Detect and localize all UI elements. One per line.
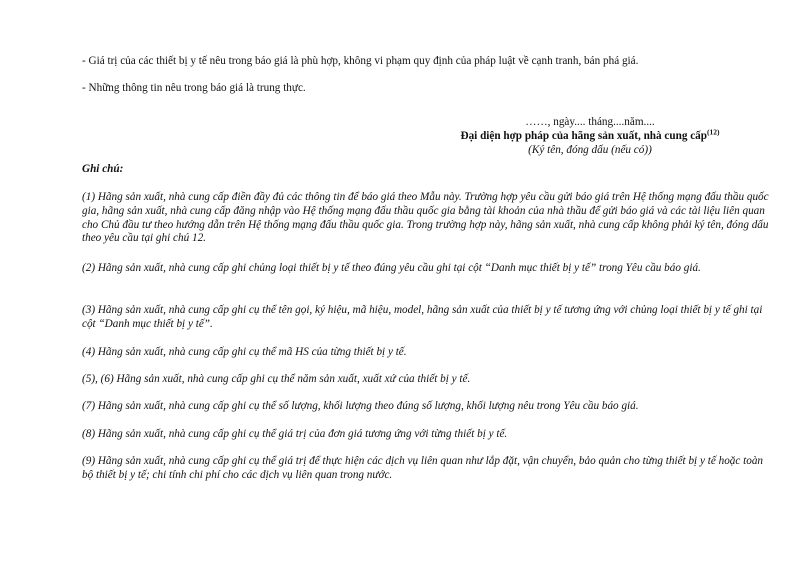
signature-title-footnote: (12) (707, 127, 720, 137)
note-item-9: (9) Hãng sản xuất, nhà cung cấp ghi cụ thể giá trị để thực hiện các dịch vụ liên quan như lắp đặt, vận chuyển, bảo quản cho từng thiết bị y tế hoặc toàn bộ thiết bị y tế; chi tính chi phí cho các dịch vụ liên quan trong nước. (82, 455, 764, 481)
note-item-8: (8) Hãng sản xuất, nhà cung cấp ghi cụ thể giá trị của đơn giá tương ứng với từng thiết bị y tế. (82, 428, 508, 440)
note-item-4: (4) Hãng sản xuất, nhà cung cấp ghi cụ thể mã HS của từng thiết bị y tế. (82, 346, 407, 358)
signature-date-line: ……, ngày.... tháng....năm.... (525, 116, 655, 128)
note-item-7: (7) Hãng sản xuất, nhà cung cấp ghi cụ thể số lượng, khối lượng theo đúng số lượng, khối lượng nêu trong Yêu cầu báo giá. (82, 400, 639, 412)
notes-heading: Ghi chú: (82, 163, 124, 175)
intro-line-price-compliance: - Giá trị của các thiết bị y tế nêu trong báo giá là phù hợp, không vi phạm quy định của pháp luật về cạnh tranh, bán phá giá. (82, 55, 639, 67)
signature-title (400, 127, 780, 144)
intro-line-truthfulness: - Những thông tin nêu trong báo giá là trung thực. (82, 82, 306, 94)
note-item-5-6: (5), (6) Hãng sản xuất, nhà cung cấp ghi cụ thể năm sản xuất, xuất xứ của thiết bị y tế. (82, 373, 471, 385)
note-item-3: (3) Hãng sản xuất, nhà cung cấp ghi cụ thể tên gọi, ký hiệu, mã hiệu, model, hãng sản xuất của thiết bị y tế tương ứng với chủng loại thiết bị y tế ghi tại cột “Danh mục thiết bị y tế”. (82, 304, 763, 330)
signature-subtitle: (Ký tên, đóng dấu (nếu có)) (528, 144, 652, 156)
note-item-1: (1) Hãng sản xuất, nhà cung cấp điền đầy đủ các thông tin để báo giá theo Mẫu này. Trường hợp yêu cầu gửi báo giá trên Hệ thống mạng đấu thầu quốc gia, hãng sản xuất, nhà cung cấp đăng nhập vào Hệ thống mạng đấu thầu quốc gia bằng tài khoản của nhà thầu để gửi báo giá và các tài liệu liên quan cho Chủ đầu tư theo hướng dẫn trên Hệ thống mạng đấu thầu quốc gia. Trong trường hợp này, hãng sản xuất, nhà cung cấp không phải ký tên, đóng dấu theo yêu cầu tại ghi chú 12. (82, 191, 769, 245)
note-item-2: (2) Hãng sản xuất, nhà cung cấp ghi chủng loại thiết bị y tế theo đúng yêu cầu ghi tại cột “Danh mục thiết bị y tế” trong Yêu cầu báo giá. (82, 262, 701, 274)
signature-title-text: Đại diện hợp pháp của hãng sản xuất, nhà cung cấp (460, 130, 707, 142)
